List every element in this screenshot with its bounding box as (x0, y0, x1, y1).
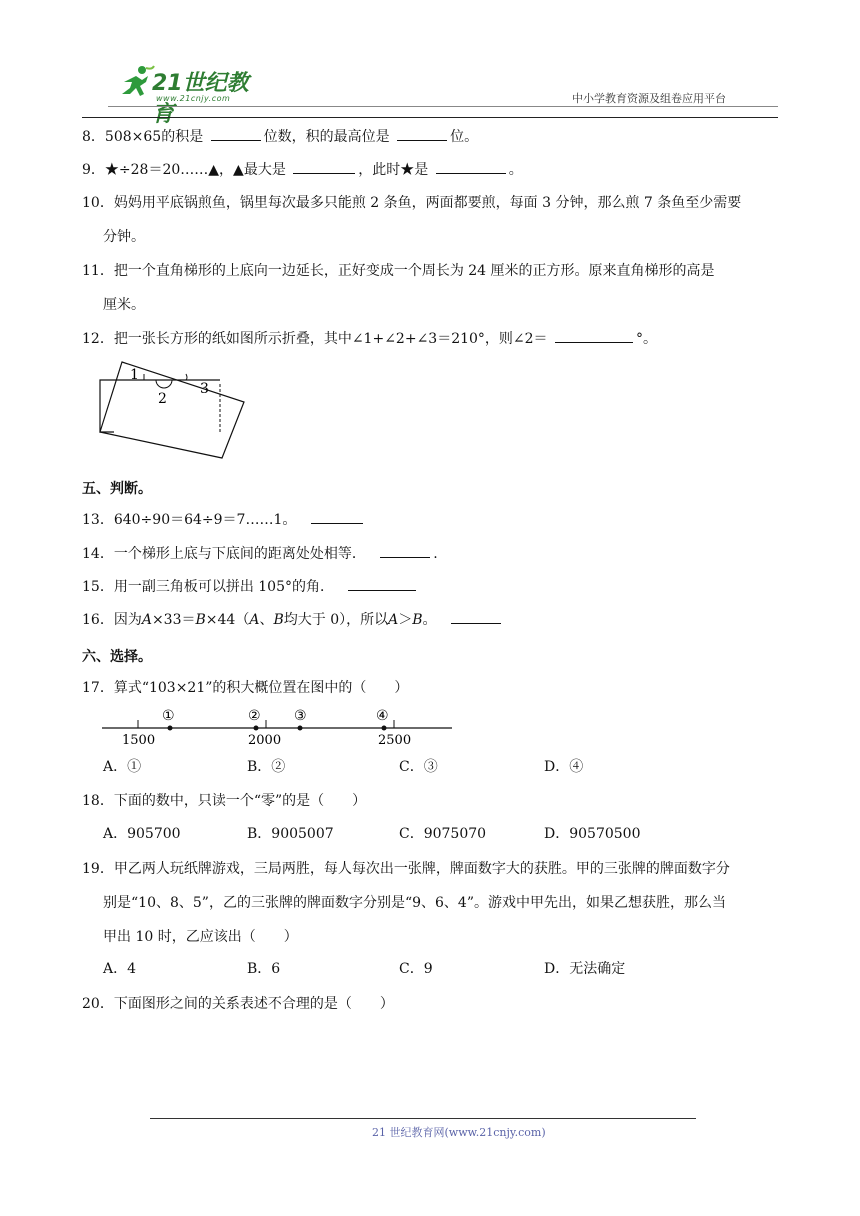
question-12: 12．把一张长方形的纸如图所示折叠，其中∠1+∠2+∠3＝210°，则∠2＝ °。 (82, 328, 657, 350)
mark-label: ④ (376, 708, 389, 724)
angle-label: 2 (158, 391, 167, 407)
option-b[interactable]: B．9005007 (247, 826, 334, 842)
section-title: 五、判断。 (82, 481, 152, 497)
question-8: 8．508×65的积是 位数，积的最高位是 位。 (82, 126, 478, 148)
logo-text: 21世纪教育 (152, 71, 249, 127)
question-10: 10．妈妈用平底锅煎鱼，锅里每次最多只能煎 2 条鱼，两面都要煎，每面 3 分钟，那么煎 7 条鱼至少需要 (82, 195, 742, 211)
mark-label: ③ (294, 708, 307, 724)
answer-blank[interactable] (348, 576, 416, 591)
logo (116, 64, 266, 127)
option-d[interactable]: D．无法确定 (544, 961, 626, 977)
question-10-cont: 分钟。 (103, 229, 145, 245)
question-16: 16．因为A×33＝B×44（A、B均大于 0），所以A＞B。 (82, 609, 504, 631)
answer-blank[interactable] (211, 126, 261, 141)
logo-url: www.21cnjy.com (156, 94, 231, 103)
answer-blank[interactable] (293, 159, 355, 174)
tick-label: 1500 (122, 733, 156, 748)
answer-blank[interactable] (311, 509, 363, 524)
platform-name: 中小学教育资源及组卷应用平台 (572, 92, 726, 105)
option-a[interactable]: A．905700 (103, 826, 181, 842)
footer-text: 21 世纪教育网(www.21cnjy.com) (372, 1126, 546, 1139)
question-9: 9．★÷28＝20……▲，▲最大是 ，此时★是 。 (82, 159, 523, 181)
angle-label: 3 (200, 381, 209, 397)
option-d[interactable]: D．90570500 (544, 826, 641, 842)
folded-rectangle-figure (96, 360, 246, 462)
runner-icon (116, 64, 156, 104)
answer-blank[interactable] (451, 609, 501, 624)
header-rule (108, 106, 778, 107)
option-d[interactable]: D．④ (544, 759, 584, 775)
question-15: 15．用一副三角板可以拼出 105°的角． (82, 576, 419, 598)
question-11: 11．把一个直角梯形的上底向一边延长，正好变成一个周长为 24 厘米的正方形。原来直角梯形的高是 (82, 263, 715, 279)
question-13: 13．640÷90＝64÷9＝7……1。 (82, 509, 366, 531)
mark-label: ② (248, 708, 261, 724)
answer-blank[interactable] (555, 328, 633, 343)
question-19: 19．甲乙两人玩纸牌游戏，三局两胜，每人每次出一张牌，牌面数字大的获胜。甲的三张牌的牌面数字分 (82, 861, 730, 877)
question-18: 18．下面的数中，只读一个“零”的是（ ） (82, 793, 367, 809)
section-title: 六、选择。 (82, 649, 152, 665)
number-line-figure (98, 706, 458, 748)
tick-label: 2500 (378, 733, 412, 748)
option-c[interactable]: C．③ (399, 759, 438, 775)
answer-blank[interactable] (436, 159, 506, 174)
angle-label: 1 (130, 367, 139, 383)
mark-label: ① (162, 708, 175, 724)
footer-rule (150, 1118, 696, 1119)
option-c[interactable]: C．9 (399, 961, 433, 977)
question-20: 20．下面图形之间的关系表述不合理的是（ ） (82, 996, 394, 1012)
option-b[interactable]: B．② (247, 759, 286, 775)
option-a[interactable]: A．① (103, 759, 142, 775)
question-11-cont: 厘米。 (103, 297, 145, 313)
answer-blank[interactable] (397, 126, 447, 141)
question-19-cont: 甲出 10 时，乙应该出（ ） (103, 929, 298, 945)
tick-label: 2000 (248, 733, 282, 748)
question-19-cont: 别是“10、8、5”，乙的三张牌的牌面数字分别是“9、6、4”。游戏中甲先出，如果乙想获胜，那么当 (103, 895, 726, 911)
option-c[interactable]: C．9075070 (399, 826, 487, 842)
header-rule-thick (82, 117, 778, 118)
option-b[interactable]: B．6 (247, 961, 281, 977)
answer-blank[interactable] (380, 543, 430, 558)
option-a[interactable]: A．4 (103, 961, 137, 977)
question-17: 17．算式“103×21”的积大概位置在图中的（ ） (82, 680, 409, 696)
question-14: 14．一个梯形上底与下底间的距离处处相等． . (82, 543, 438, 565)
